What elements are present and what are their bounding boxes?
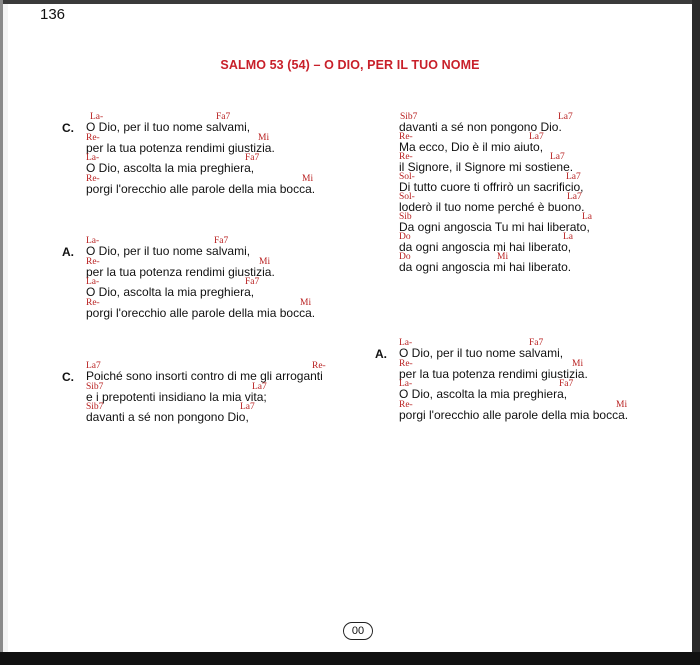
chord: Do <box>399 232 411 242</box>
chord: Re- <box>312 361 326 371</box>
chord: Sib7 <box>400 112 418 122</box>
stanza-4 <box>399 112 699 272</box>
chord: La <box>582 212 593 222</box>
chord: La <box>563 232 574 242</box>
stanza-label: C. <box>62 370 74 384</box>
chord: Re- <box>86 132 100 143</box>
lyric-text: O Dio, ascolta la mia preghiera, <box>86 161 255 175</box>
scan-border-left <box>0 0 3 665</box>
lyric-text: O Dio, per il tuo nome salvami, <box>399 346 564 360</box>
song-line <box>399 112 699 132</box>
song-line <box>86 133 386 154</box>
chord: Re- <box>86 256 100 267</box>
scan-border-right <box>692 0 700 665</box>
chord: Mi <box>497 252 509 262</box>
chord: Sol- <box>399 192 415 202</box>
chord: La- <box>90 112 104 122</box>
page-badge: 00 <box>343 622 373 640</box>
lyric-text: O Dio, per il tuo nome salvami, <box>86 244 251 258</box>
scan-border-bottom <box>0 652 700 665</box>
song-line <box>86 257 386 278</box>
lyric-text: Di tutto cuore ti offrirò un sacrificio, <box>399 180 584 194</box>
chord: Re- <box>86 297 100 308</box>
lyric-text: loderò il tuo nome perché è buono. <box>399 200 585 214</box>
chord: La- <box>86 153 100 163</box>
chord: Mi <box>572 358 584 369</box>
chord: Sol- <box>399 172 415 182</box>
chord: Mi <box>259 256 271 267</box>
song-line <box>399 212 699 232</box>
stanza-label: C. <box>62 121 74 135</box>
chord: La7 <box>558 112 573 122</box>
chord: Re- <box>399 132 413 142</box>
song-line <box>399 172 699 192</box>
song-line <box>399 192 699 212</box>
song-line <box>86 298 386 319</box>
chord: La7 <box>240 402 255 412</box>
song-line <box>399 232 699 252</box>
chord: La7 <box>252 381 267 392</box>
song-line <box>86 277 386 298</box>
songbook-page <box>8 4 692 652</box>
song-line <box>86 112 386 133</box>
chord: Fa7 <box>245 153 260 163</box>
lyric-text: O Dio, ascolta la mia preghiera, <box>86 285 255 299</box>
lyric-text: per la tua potenza rendimi giustizia. <box>399 366 588 381</box>
lyric-text: per la tua potenza rendimi giustizia. <box>86 264 275 279</box>
song-line <box>86 174 386 195</box>
lyric-text: e i prepotenti insidiano la mia vita; <box>86 389 267 404</box>
lyric-text: porgi l'orecchio alle parole della mia bocca. <box>399 407 629 422</box>
chord: La7 <box>86 361 101 371</box>
chord: Fa7 <box>559 379 574 389</box>
lyric-text: O Dio, ascolta la mia preghiera, <box>399 387 568 401</box>
chord: Fa7 <box>214 236 229 246</box>
chord: La- <box>399 338 413 348</box>
chord: La7 <box>566 172 581 182</box>
lyric-text: porgi l'orecchio alle parole della mia bocca. <box>86 181 316 196</box>
lyric-text: Da ogni angoscia Tu mi hai liberato, <box>399 220 590 234</box>
page-number: 136 <box>40 6 66 23</box>
song-line <box>86 153 386 174</box>
song-line <box>86 382 386 403</box>
chord: Mi <box>616 399 628 410</box>
chord: Re- <box>86 173 100 184</box>
chord: Do <box>399 252 411 262</box>
lyric-text: O Dio, per il tuo nome salvami, <box>86 120 251 134</box>
lyric-text: Poiché sono insorti contro di me gli arroganti <box>86 369 323 383</box>
chord: Fa7 <box>216 112 231 122</box>
chord: Re- <box>399 358 413 369</box>
song-line <box>399 338 699 359</box>
lyric-text: da ogni angoscia mi hai liberato. <box>399 260 572 274</box>
lyric-text: il Signore, il Signore mi sostiene. <box>399 160 574 174</box>
stanza-2 <box>62 236 386 320</box>
song-line <box>399 359 699 380</box>
song-line <box>399 379 699 400</box>
lyric-text: davanti a sé non pongono Dio, <box>86 410 249 424</box>
song-line <box>399 152 699 172</box>
chord: Re- <box>399 152 413 162</box>
chord: Sib7 <box>86 381 104 392</box>
chord: La- <box>86 236 100 246</box>
chord: Mi <box>300 297 312 308</box>
song-line <box>399 400 699 421</box>
chord: Mi <box>258 132 270 143</box>
stanza-label: A. <box>375 347 387 361</box>
chord: La- <box>86 277 100 287</box>
lyric-text: porgi l'orecchio alle parole della mia bocca. <box>86 305 316 320</box>
chord: Mi <box>302 173 314 184</box>
chord: Sib7 <box>86 402 104 412</box>
lyric-text: per la tua potenza rendimi giustizia. <box>86 140 275 155</box>
chord: Fa7 <box>529 338 544 348</box>
chord: La7 <box>529 132 544 142</box>
stanza-3 <box>62 361 386 424</box>
song-line <box>86 361 386 382</box>
chord: La7 <box>550 152 565 162</box>
song-line <box>399 252 699 272</box>
lyric-text: da ogni angoscia mi hai liberato, <box>399 240 572 254</box>
chord: La- <box>399 379 413 389</box>
song-line <box>86 402 386 423</box>
chord: La7 <box>567 192 582 202</box>
chord: Sib <box>399 212 412 222</box>
chord: Re- <box>399 399 413 410</box>
stanza-5 <box>375 338 699 422</box>
page-title: SALMO 53 (54) – O DIO, PER IL TUO NOME <box>220 58 480 72</box>
lyric-text: Ma ecco, Dio è il mio aiuto, <box>399 140 544 154</box>
stanza-1 <box>62 112 386 196</box>
stanza-label: A. <box>62 245 74 259</box>
song-line <box>86 236 386 257</box>
chord: Fa7 <box>245 277 260 287</box>
song-line <box>399 132 699 152</box>
lyric-text: davanti a sé non pongono Dio. <box>399 120 562 134</box>
